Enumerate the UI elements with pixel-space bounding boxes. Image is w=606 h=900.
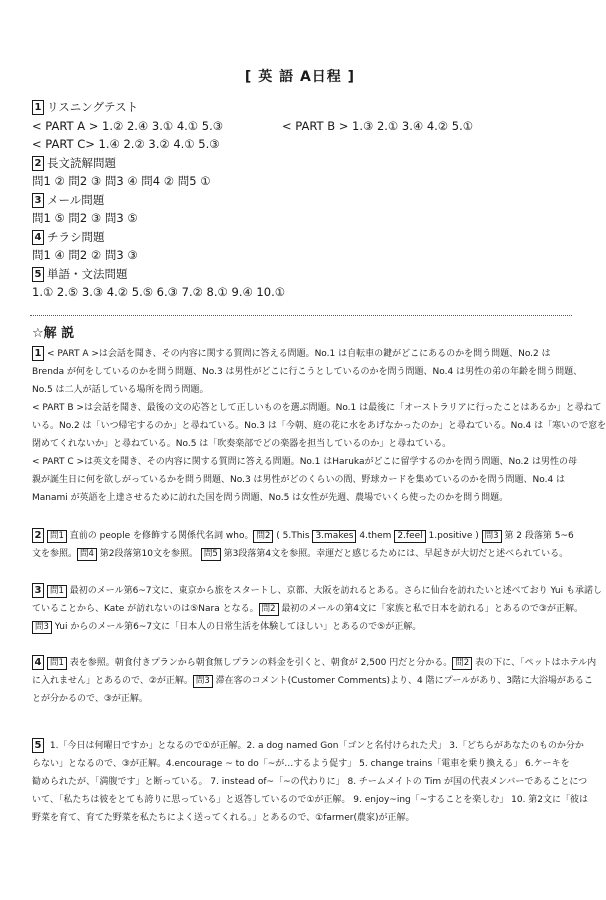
section-1-heading	[32, 98, 572, 117]
section-title: リスニングテスト	[47, 100, 139, 114]
part-c-answers: < PART C> 1.④ 2.② 3.② 4.① 5.③	[32, 137, 220, 151]
question-label-box: 問1	[47, 657, 67, 670]
question-label-box: 問4	[77, 548, 97, 561]
explanation-text: 表の下に、「ペットはホテル内	[472, 658, 597, 668]
section-2-answers: 問1 ② 問2 ③ 問3 ④ 問4 ② 問5 ①	[32, 174, 211, 188]
explanation-5	[32, 737, 589, 827]
explanation-text: ていることから、Kate が訪れないのは⑤Nara となる。	[32, 604, 259, 614]
explanation-text: Manami が英語を上達させるために訪れた国を問う問題、No.5 は女性が先週、農場でいくら使ったのかを問う問題。	[32, 493, 509, 503]
explanation-text: 最初のメールの第4文に「家族と私で日本を訪れる」とあるので③が正解。	[278, 604, 583, 614]
section-number-box: 4	[32, 230, 44, 245]
question-label-box: 問2	[253, 530, 273, 543]
explanation-text: に入れません」とあるので、②が正解。	[32, 676, 193, 686]
part-a-answers: < PART A > 1.② 2.④ 3.① 4.① 5.③	[32, 118, 224, 133]
question-label-box: 問3	[482, 530, 502, 543]
question-label-box: 問5	[201, 548, 221, 561]
boxed-word: 3.makes	[312, 530, 356, 543]
section-number-box: 2	[32, 528, 44, 543]
section-number-box: 1	[32, 100, 44, 115]
explanation-text: 親が誕生日に何を欲しがっているかを問う問題、No.3 は男性がどのくらいの間、野球カードを集めているのかを問う問題、No.4 は	[32, 475, 566, 485]
explanation-text: 第2段落第10文を参照。	[96, 549, 198, 559]
explanation-text: 1.positive )	[425, 531, 479, 541]
explanation-text: ( 5.This	[273, 531, 313, 541]
explanation-text: 勧められたが、「満腹です」と断っている。 7. instead of~「~の代わりに」 8. チームメイトの Tim が国の代表メンバーであることにつ	[32, 777, 588, 787]
question-label-box: 問1	[47, 530, 67, 543]
explanation-text: 文を参照。	[32, 549, 78, 559]
section-title: 単語・文法問題	[47, 266, 128, 281]
section-3-answers: 問1 ⑤ 問2 ③ 問3 ⑤	[32, 211, 138, 225]
explanation-2	[32, 527, 572, 563]
explanation-text: いる。No.2 は「いつ帰宅するのか」と尋ねている。No.3 は「今朝、庭の花に水をあげなかったのか」と尋ねている。No.4 は「寒いので窓を	[32, 421, 606, 431]
explanation-text: 閉めてくれないか」と尋ねている。No.5 は「吹奏楽部でどの楽器を担当しているのか」と尋ねている。	[32, 439, 452, 449]
listening-answers-ab	[32, 117, 572, 136]
section-number-box: 5	[32, 738, 44, 753]
dotted-divider	[30, 315, 572, 316]
explanation-text: とが分かるので、③が正解。	[32, 694, 148, 704]
boxed-word: 2.feel	[394, 530, 425, 543]
part-b-answers: < PART B > 1.③ 2.① 3.④ 4.② 5.①	[282, 118, 474, 133]
explanation-text: 第3段落第4文を参照。幸運だと感じるためには、早起きが大切だと述べられている。	[220, 549, 569, 559]
explanation-text: Yui からのメール第6~7文に「日本人の日常生活を体験してほしい」とあるので⑤が正解。	[51, 622, 422, 632]
explanation-text: いて、「私たちは彼をとても誇りに思っている」と返答しているので①が正解。 9. enjoy~ing「~することを楽しむ」 10. 第2文に「彼は	[32, 795, 589, 805]
explanation-text: 第 2 段落第 5~6	[501, 531, 574, 541]
section-title: メール問題	[47, 192, 105, 207]
section-title: 長文読解問題	[47, 155, 116, 170]
explanation-text: < PART B >は会話を聞き、最後の文の応答として正しいものを選ぶ問題。No.1 は最後に「オーストラリアに行ったことはあるか」と尋ねて	[32, 403, 602, 413]
section-number-box: 4	[32, 655, 44, 670]
question-label-box: 問3	[32, 621, 52, 634]
answers-section	[32, 98, 572, 302]
explanation-4	[32, 654, 597, 708]
question-label-box: 問1	[47, 585, 67, 598]
section-4-heading	[32, 228, 572, 247]
section-5-answers: 1.① 2.⑤ 3.③ 4.② 5.⑤ 6.③ 7.② 8.① 9.④ 10.①	[32, 285, 286, 299]
explanation-text: 野菜を育て、育てた野菜を私たちによく送ってくれる。」とあるので、①farmer(農家)が正解。	[32, 813, 415, 823]
explanation-text: 最初のメール第6~7文に、東京から旅をスタートし、京都、大阪を訪れるとある。さらに仙台を訪れたいと述べており Yui も承諾し	[66, 586, 602, 596]
page-title: [ 英 語 A日程 ]	[244, 69, 356, 85]
explanation-text: 4.them	[356, 531, 395, 541]
explanation-text: Brenda が何をしているのかを問う問題、No.3 は男性がどこに行こうとしているのかを問う問題、No.4 は男性の弟の年齢を問う問題、	[32, 367, 583, 377]
section-number-box: 3	[32, 193, 44, 208]
question-label-box: 問2	[452, 657, 472, 670]
explanation-text: 直前の people を修飾する関係代名詞 who。	[66, 531, 254, 541]
explanation-text: < PART A >は会話を聞き、その内容に関する質問に答える問題。No.1 は自転車の鍵がどこにあるのかを問う問題、No.2 は	[47, 349, 551, 359]
explanation-3	[32, 582, 602, 636]
section-3-heading	[32, 191, 572, 210]
section-title: チラシ問題	[47, 229, 105, 244]
question-label-box: 問3	[193, 675, 213, 688]
section-number-box: 2	[32, 156, 44, 171]
question-label-box: 問2	[259, 603, 279, 616]
section-4-answers: 問1 ④ 問2 ② 問3 ③	[32, 248, 138, 262]
section-number-box: 1	[32, 346, 44, 361]
explanation-title: ☆解 説	[32, 326, 75, 341]
explanation-text: 1.「今日は何曜日ですか」となるので①が正解。2. a dog named Gon「ゴンと名付けられた犬」 3.「どちらがあなたのものか分か	[47, 741, 584, 751]
section-number-box: 5	[32, 267, 44, 282]
explanation-text: らない」となるので、③が正解。4.encourage ~ to do「~が…するよう促す」 5. change trains「電車を乗り換える」 6.ケーキを	[32, 759, 570, 769]
section-number-box: 3	[32, 583, 44, 598]
explanation-text: No.5 は二人が話している場所を問う問題。	[32, 385, 209, 395]
explanation-text: 表を参照。朝食付きプランから朝食無しプランの料金を引くと、朝食が 2,500 円だと分かる。	[66, 658, 453, 668]
section-5-heading	[32, 265, 572, 284]
explanation-text: 滞在客のコメント(Customer Comments)より、4 階にプールがあり、3階に大浴場があるこ	[212, 676, 593, 686]
explanation-text: < PART C >は英文を聞き、その内容に関する質問に答える問題。No.1 はHarukaがどこに留学するのかを問う問題、No.2 は男性の母	[32, 457, 578, 467]
section-2-heading	[32, 154, 572, 173]
explanation-1	[32, 345, 606, 507]
